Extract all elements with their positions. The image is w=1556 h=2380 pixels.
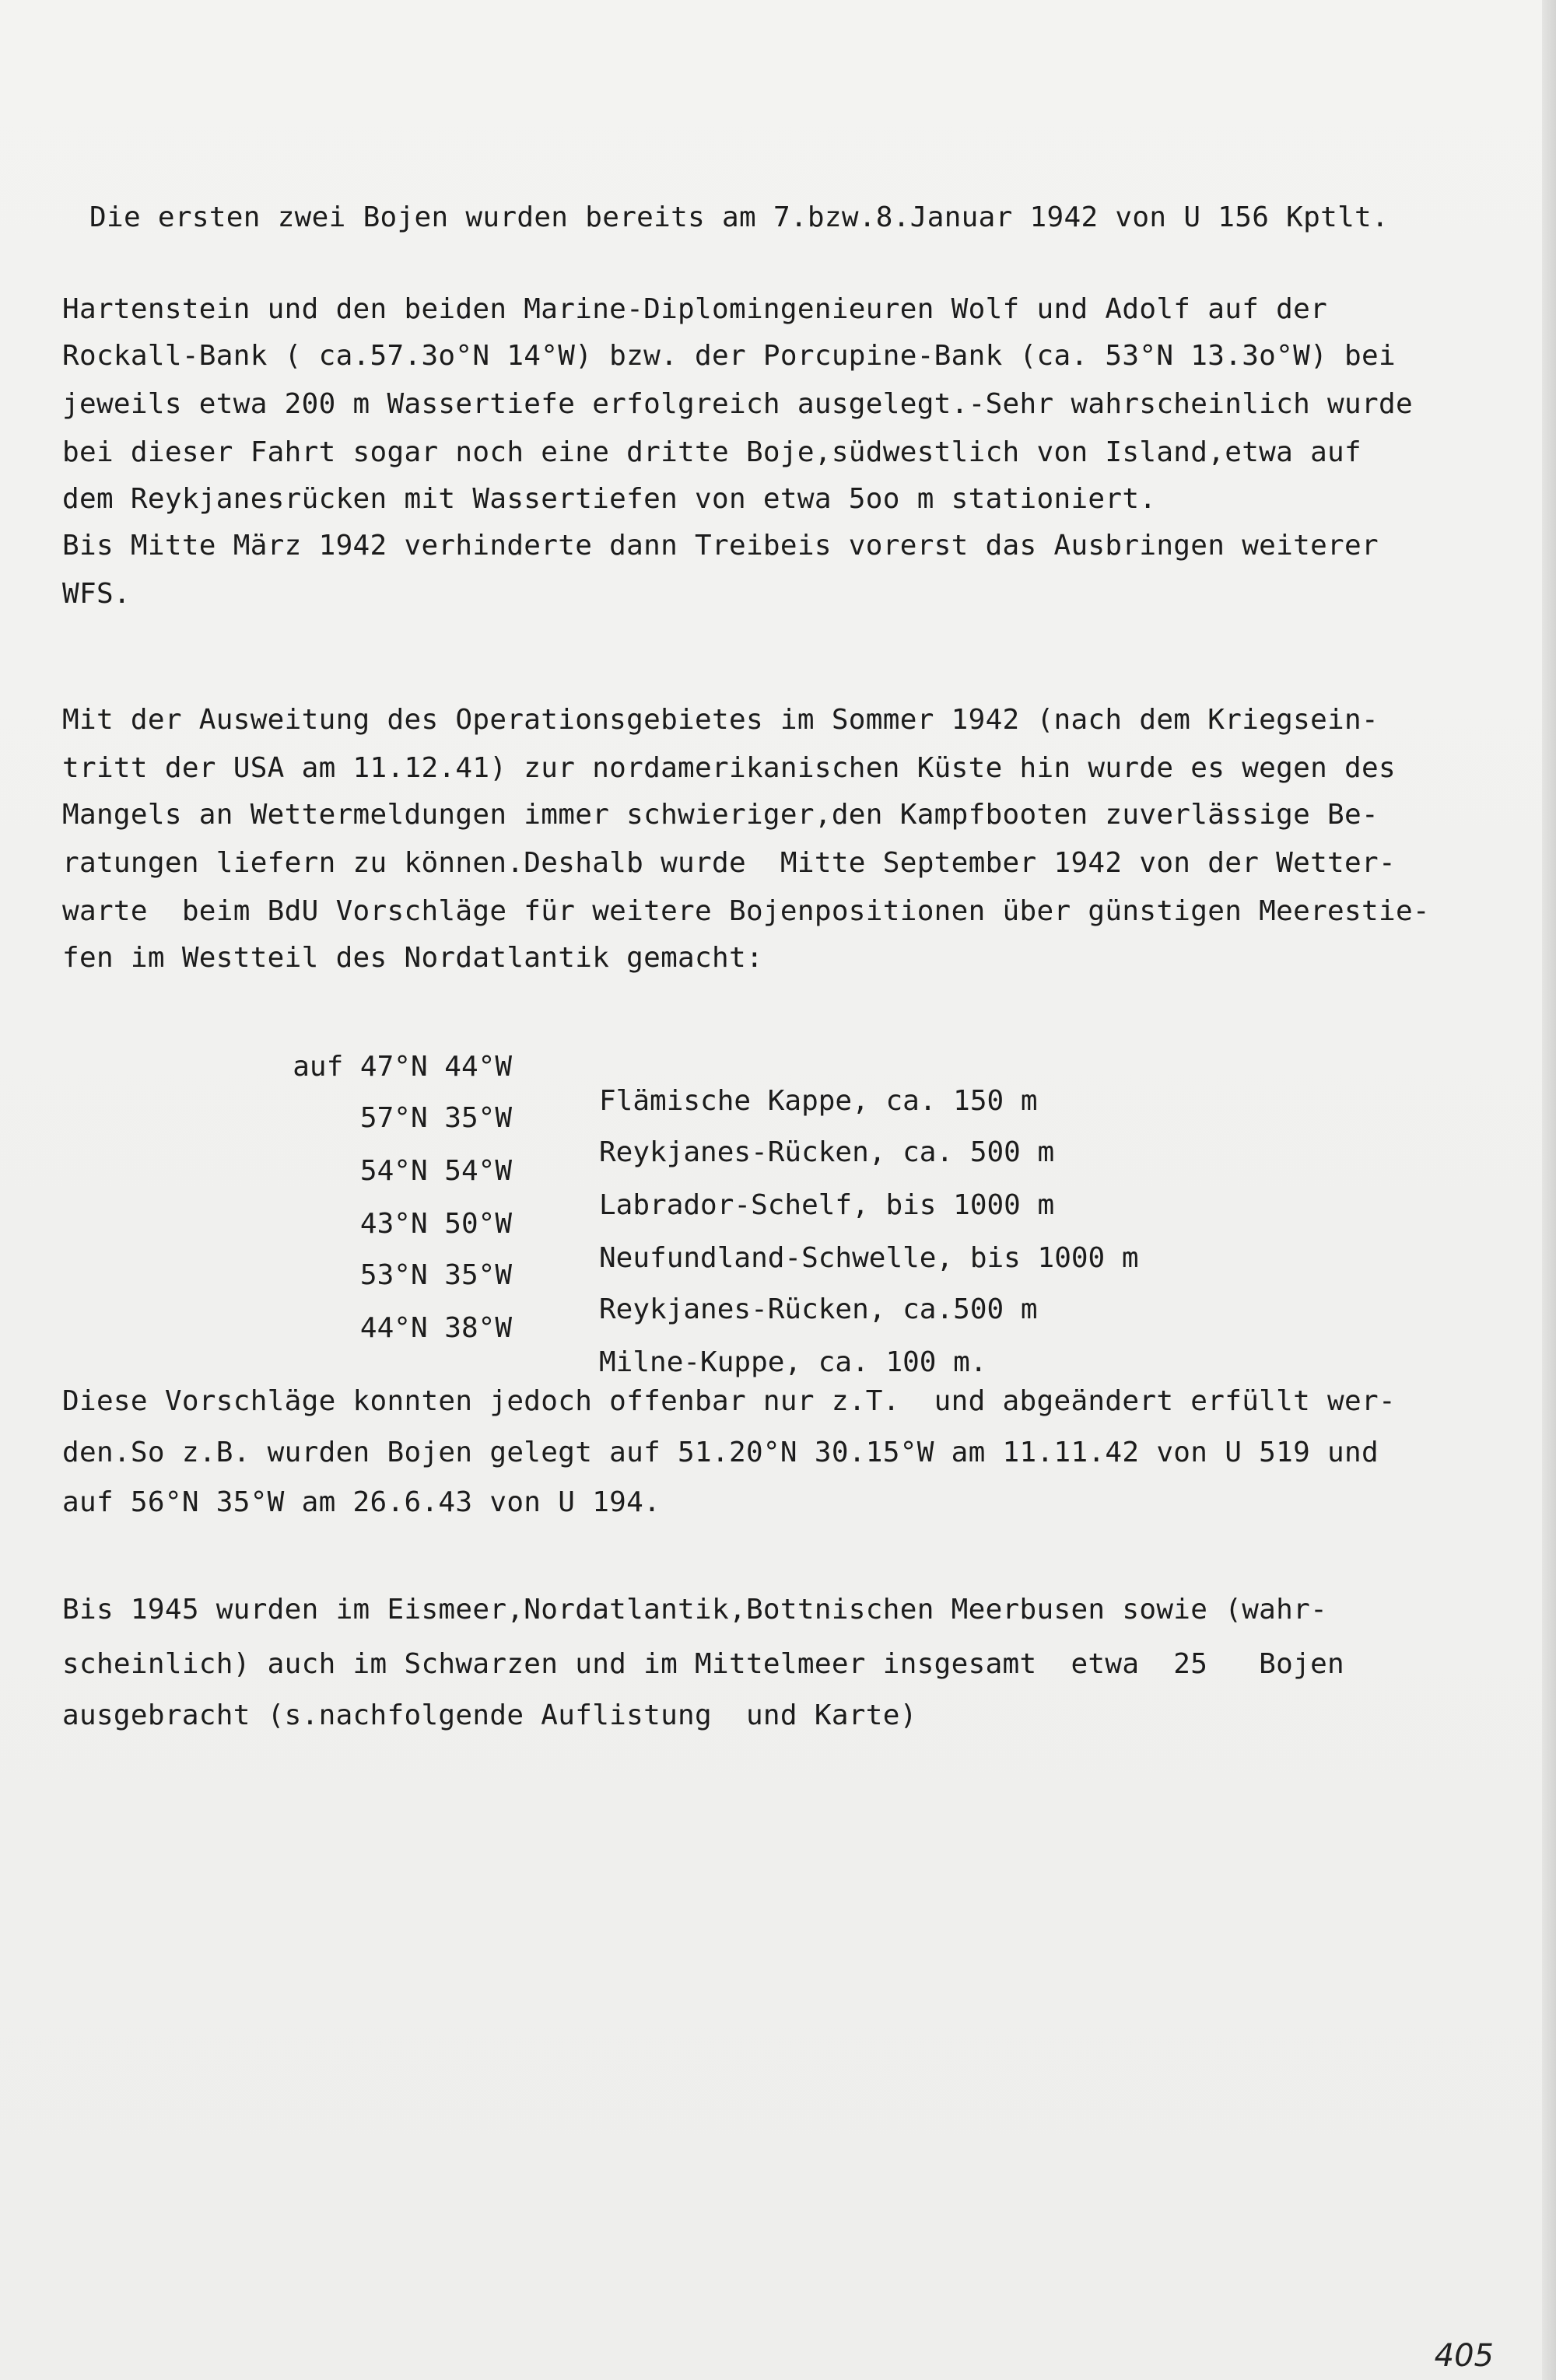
position-description: Reykjanes-Rücken, ca.500 m xyxy=(599,1293,1038,1325)
text-line: Bis 1945 wurden im Eismeer,Nordatlantik,Bottnischen Meerbusen sowie (wahr- xyxy=(62,1594,1328,1626)
position-description: Labrador-Schelf, bis 1000 m xyxy=(599,1189,1055,1221)
text-line: Hartenstein und den beiden Marine-Diplomingenieuren Wolf und Adolf auf der xyxy=(62,293,1328,325)
text-line: Diese Vorschläge konnten jedoch offenbar nur z.T. und abgeändert erfüllt wer- xyxy=(62,1385,1396,1417)
text-line: jeweils etwa 200 m Wassertiefe erfolgreich ausgelegt.-Sehr wahrscheinlich wurde xyxy=(62,388,1413,420)
text-line: ratungen liefern zu können.Deshalb wurde Mitte September 1942 von der Wetter- xyxy=(62,847,1396,879)
text-line: Mit der Ausweitung des Operationsgebietes im Sommer 1942 (nach dem Kriegsein- xyxy=(62,704,1379,736)
position-description: Neufundland-Schwelle, bis 1000 m xyxy=(599,1242,1139,1274)
text-line: Mangels an Wettermeldungen immer schwieriger,den Kampfbooten zuverlässige Be- xyxy=(62,799,1379,831)
text-line: dem Reykjanesrücken mit Wassertiefen von etwa 5oo m stationiert. xyxy=(62,483,1157,515)
position-description: Milne-Kuppe, ca. 100 m. xyxy=(599,1346,987,1378)
position-description: Reykjanes-Rücken, ca. 500 m xyxy=(599,1136,1055,1168)
text-line: Die ersten zwei Bojen wurden bereits am 7.bzw.8.Januar 1942 von U 156 Kptlt. xyxy=(89,201,1390,233)
text-line: den.So z.B. wurden Bojen gelegt auf 51.20°N 30.15°W am 11.11.42 von U 519 und xyxy=(62,1437,1379,1468)
page-number: 405 xyxy=(1434,2338,1494,2374)
text-line: auf 56°N 35°W am 26.6.43 von U 194. xyxy=(62,1486,661,1518)
position-coordinates: 53°N 35°W xyxy=(359,1259,512,1291)
text-line: warte beim BdU Vorschläge für weitere Bojenpositionen über günstigen Meerestie- xyxy=(62,895,1430,927)
position-description: Flämische Kappe, ca. 150 m xyxy=(599,1085,1038,1117)
text-line: bei dieser Fahrt sogar noch eine dritte Boje,südwestlich von Island,etwa auf xyxy=(62,436,1362,468)
position-coordinates: 57°N 35°W xyxy=(359,1102,512,1134)
text-line: ausgebracht (s.nachfolgende Auflistung und Karte) xyxy=(62,1699,917,1731)
text-line: fen im Westteil des Nordatlantik gemacht: xyxy=(62,942,763,974)
position-coordinates: 43°N 50°W xyxy=(359,1208,512,1240)
text-line: Rockall-Bank ( ca.57.3o°N 14°W) bzw. der Porcupine-Bank (ca. 53°N 13.3o°W) bei xyxy=(62,340,1396,372)
position-coordinates: auf 47°N 44°W xyxy=(293,1051,512,1083)
text-line: Bis Mitte März 1942 verhinderte dann Treibeis vorerst das Ausbringen weiterer xyxy=(62,530,1379,562)
text-line: WFS. xyxy=(62,578,131,610)
text-line: scheinlich) auch im Schwarzen und im Mittelmeer insgesamt etwa 25 Bojen xyxy=(62,1648,1345,1680)
position-coordinates: 44°N 38°W xyxy=(359,1312,512,1344)
text-line: tritt der USA am 11.12.41) zur nordamerikanischen Küste hin wurde es wegen des xyxy=(62,752,1396,784)
position-coordinates: 54°N 54°W xyxy=(359,1155,512,1187)
